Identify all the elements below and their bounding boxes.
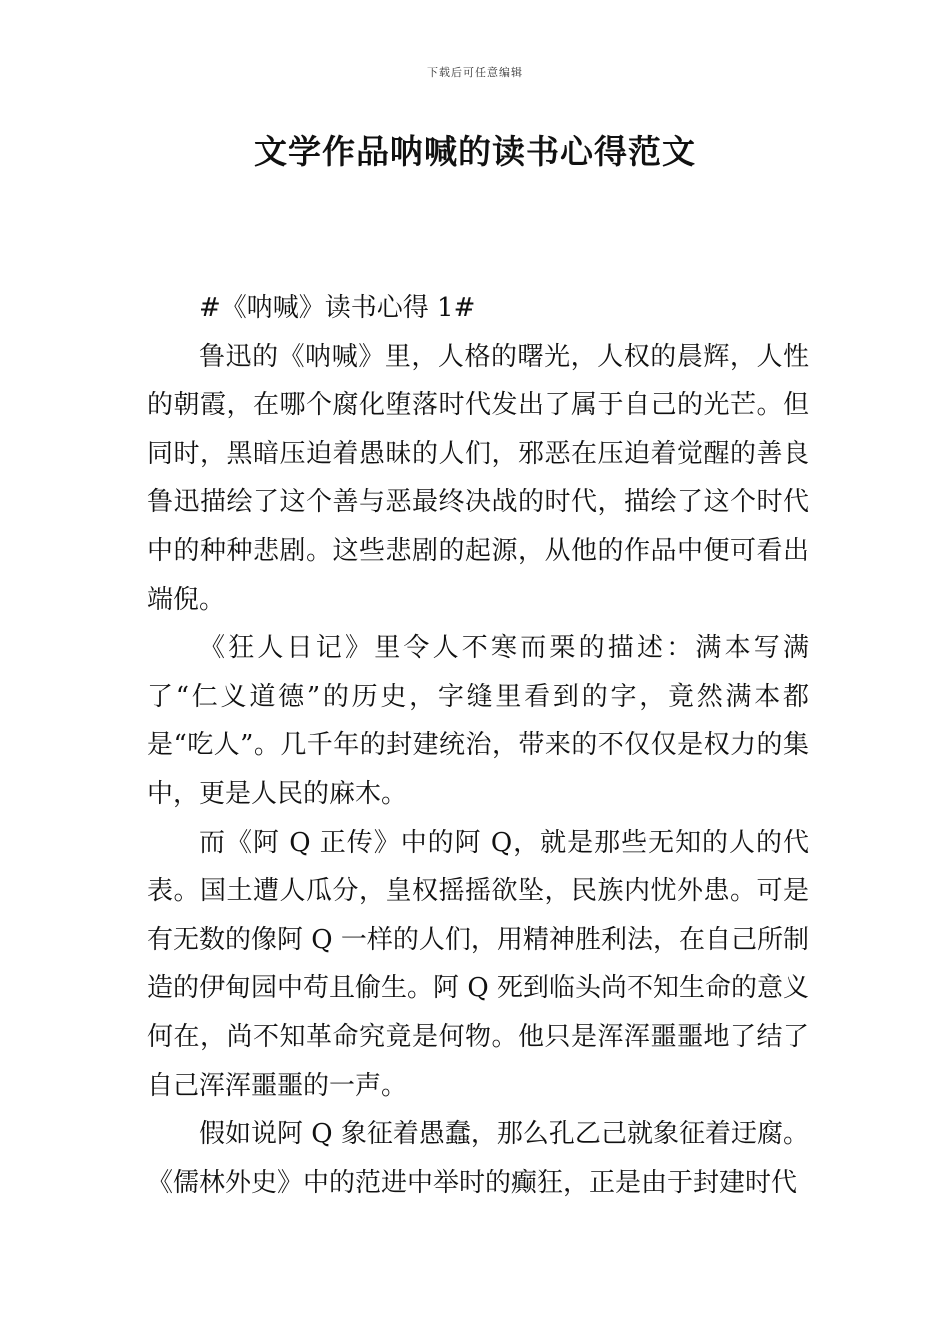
document-title: 文学作品呐喊的读书心得范文 [254,132,696,171]
document-body [147,284,809,1207]
section-heading: #《呐喊》读书心得 1# [199,293,476,323]
paragraph: 假如说阿 Q 象征着愚蠢，那么孔乙己就象征着迂腐。《儒林外史》中的范进中举时的癫狂，正是由于封建时代 [147,1119,809,1198]
paragraph: 而《阿 Q 正传》中的阿 Q，就是那些无知的人的代表。国土遭人瓜分，皇权摇摇欲坠，民族内忧外患。可是有无数的像阿 Q 一样的人们，用精神胜利法，在自己所制造的伊甸园中苟且偷生。阿 Q 死到临头尚不知生命的意义何在，尚不知革命究竟是何物。他只是浑浑噩噩地了结了自己浑浑噩噩的一声。 [147,827,809,1101]
header-note: 下载后可任意编辑 [427,66,523,79]
paragraph: 《狂人日记》里令人不寒而栗的描述：满本写满了“仁义道德”的历史，字缝里看到的字，竟然满本都是“吃人”。几千年的封建统治，带来的不仅仅是权力的集中，更是人民的麻木。 [147,633,809,809]
paragraph: 鲁迅的《呐喊》里，人格的曙光，人权的晨辉，人性的朝霞，在哪个腐化堕落时代发出了属于自己的光芒。但同时，黑暗压迫着愚昧的人们，邪恶在压迫着觉醒的善良鲁迅描绘了这个善与恶最终决战的时代，描绘了这个时代中的种种悲剧。这些悲剧的起源，从他的作品中便可看出端倪。 [147,341,809,615]
